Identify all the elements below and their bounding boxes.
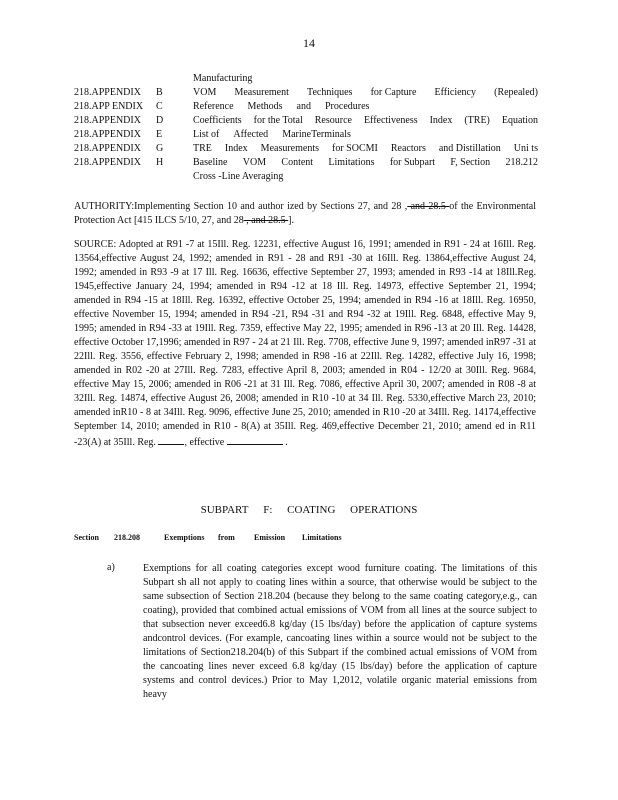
appendix-title-word: for SOCMI xyxy=(332,143,378,154)
appendix-title-word: Equation xyxy=(501,115,538,126)
appendix-title-word: and Distillation xyxy=(438,143,501,154)
appendix-title-word: F, Section xyxy=(450,157,491,168)
appendix-title-word: VOM xyxy=(193,87,217,98)
appendix-last-continuation-text: Cross -Line Averaging xyxy=(193,171,284,182)
appendix-list xyxy=(74,72,538,184)
appendix-title-word: Limitations xyxy=(328,157,375,168)
subpart-word: COATING xyxy=(287,504,336,516)
source-tail-effective: , effective xyxy=(184,437,225,448)
item-a-label: a) xyxy=(107,562,115,573)
section-label: Section xyxy=(74,533,99,542)
appendix-title-word: Index xyxy=(224,143,248,154)
appendix-title-word: List of xyxy=(193,129,220,140)
appendix-row xyxy=(74,142,538,156)
source-blank-date xyxy=(227,434,283,445)
appendix-title-word: MarineTerminals xyxy=(282,129,351,140)
appendix-title-word: Methods xyxy=(247,101,283,112)
appendix-title xyxy=(193,114,538,128)
appendix-title-word: 218.212 xyxy=(505,157,538,168)
appendix-title xyxy=(193,86,538,100)
appendix-title-word: Efficiency xyxy=(434,87,476,98)
subpart-word: F: xyxy=(263,504,273,516)
appendix-row xyxy=(74,156,538,170)
appendix-title-word: Effectiveness xyxy=(363,115,418,126)
appendix-title-word: Resource xyxy=(314,115,352,126)
appendix-title-word: Measurement xyxy=(234,87,289,98)
appendix-title-word: Uni ts xyxy=(513,143,538,154)
authority-strikethrough-1: and 28.5 xyxy=(407,201,450,212)
subpart-word: SUBPART xyxy=(200,504,249,516)
appendix-id: 218.APPENDIX xyxy=(74,157,141,168)
appendix-letter: G xyxy=(156,143,164,154)
authority-text-1: AUTHORITY:Implementing Section 10 and author ized by Sections 27, and 28 , xyxy=(74,201,408,212)
appendix-continuation-text: Manufacturing xyxy=(193,73,253,84)
source-blank-reg xyxy=(158,434,184,445)
section-number: 218.208 xyxy=(114,533,140,542)
appendix-title-word: Affected xyxy=(233,129,269,140)
authority-paragraph xyxy=(74,200,536,228)
appendix-id: 218.APP ENDIX xyxy=(74,101,144,112)
subpart-heading xyxy=(0,504,618,516)
appendix-title-word: Content xyxy=(281,157,314,168)
appendix-title-word: for the Total xyxy=(253,115,303,126)
authority-text-3: ]. xyxy=(288,215,295,226)
appendix-title xyxy=(193,100,538,114)
appendix-title xyxy=(193,142,538,156)
appendix-letter: H xyxy=(156,157,164,168)
source-text: SOURCE: Adopted at R91 -7 at 15Ill. Reg. 12231, effective August 16, 1991; amended in R91 - 24 at 16Ill. Reg. 13564,effective August 24, 1992; amended in R91 - 28 and R91 -30 at 16Ill. Reg. 13864,effective August 24, 1992; amended in R93 -9 at 17 Ill. Reg. 16636, effective September 27, 1993; amended in R93 -14 at 18Ill.Reg. 1945,effective January 24, 1994; amended in R94 -12 at 18 Ill. Reg. 14973, effective September 21, 1994; amended in R94 -15 at 18Ill. Reg. 16392, effective October 25, 1994; amended in R94 -16 at 18Ill. Reg. 16950, effective November 15, 1994; amended in R94 -21, R94 -31 and R94 -32 at 19Ill. Reg. 6848, effective May 9, 1995; amended in R94 -33 at 19Ill. Reg. 7359, effective May 22, 1995; amended in R96 -13 at 20 Ill. Reg. 14428, effective October 17,1996; amended in R97 - 24 at 21 Ill. Reg. 7708, effective June 9, 1997; amended inR97 -31 at 22Ill. Reg. 3556, effective February 2, 1998; amended in R98 -16 at 22Ill. Reg. 14282, effective July 16, 1998; amended in R02 -20 at 27Ill. Reg. 7283, effective April 8, 2003; amended in R04 - 12/20 at 30Ill. Reg. 9684, effective May 15, 2006; amended in R06 -21 at 31 Ill. Reg. 7086, effective April 30, 2007; amended in R08 -8 at 32Ill. Reg. 14874, effective August 26, 2008; amended in R10 -10 at 34 Ill. Reg. 5330,effective March 23, 2010; amended inR10 - 8 at 34Ill. Reg. 9096, effective June 25, 2010; amended in R10 -20 at 34Ill. Reg. 14174,effective September 14, 2010; amended in R10 - 8(A) at 35Ill. Reg. 469,effective December 21, 2010; amend ed in R11 -23(A) at 35Ill. Reg. xyxy=(74,239,536,448)
appendix-title-word: (Repealed) xyxy=(494,87,538,98)
appendix-letter: E xyxy=(156,129,163,140)
appendix-id: 218.APPENDIX xyxy=(74,87,141,98)
subpart-word: OPERATIONS xyxy=(350,504,418,516)
appendix-last-continuation xyxy=(74,170,538,184)
appendix-id: 218.APPENDIX xyxy=(74,115,141,126)
appendix-title-word: Coefficients xyxy=(193,115,242,126)
appendix-title-word: (TRE) xyxy=(464,115,490,126)
appendix-title-word: Baseline xyxy=(193,157,228,168)
section-heading xyxy=(74,533,342,542)
appendix-title-word: Reactors xyxy=(390,143,426,154)
appendix-row xyxy=(74,86,538,100)
appendix-row xyxy=(74,114,538,128)
authority-text-2: of the Environmental Protection Act [415 ILCS 5/10, 27, and 28 xyxy=(74,201,536,226)
appendix-letter: D xyxy=(156,115,164,126)
appendix-title-word: for Capture xyxy=(370,87,417,98)
appendix-title-word: Index xyxy=(429,115,453,126)
item-a-body: Exemptions for all coating categories except wood furniture coating. The limitations of this Subpart sh all not apply to coating lines within a source, that otherwise would be subject to the same subsection of Section 218.204 (because they belong to the same coating category,e.g., can coating), provided that combined actual emissions of VOM from all lines at the source subject to that subsection never exceed6.8 kg/day (15 lbs/day) before the application of capture systems andcontrol devices. (For example, cancoating lines within a source would not be subject to the limitations of Section218.204(b) of this Subpart if the combined actual emissions of VOM from the cancoating lines never exceed 6.8 kg/day (15 lbs/day) before the application of capture systems and control devices.) Prior to May 1,2012, volatile organic material emissions from heavy xyxy=(143,563,537,700)
appendix-title-word: Procedures xyxy=(324,101,370,112)
appendix-continuation xyxy=(74,72,538,86)
section-title-word: from xyxy=(218,533,235,542)
authority-strikethrough-2: , and 28.5 xyxy=(243,215,289,226)
appendix-row xyxy=(74,100,538,114)
appendix-title-word: and xyxy=(296,101,311,112)
appendix-id: 218.APPENDIX xyxy=(74,129,141,140)
appendix-title-word: for Subpart xyxy=(389,157,436,168)
appendix-title-word: Measurements xyxy=(260,143,319,154)
appendix-title xyxy=(193,156,538,170)
appendix-title xyxy=(193,128,538,142)
appendix-letter: B xyxy=(156,87,163,98)
section-title-word: Emission xyxy=(254,533,286,542)
appendix-title-word: Techniques xyxy=(307,87,353,98)
appendix-id: 218.APPENDIX xyxy=(74,143,141,154)
source-paragraph xyxy=(74,238,536,450)
page-number: 14 xyxy=(303,36,315,50)
appendix-letter: C xyxy=(156,101,163,112)
section-title-word: Exemptions xyxy=(164,533,205,542)
section-title-word: Limitations xyxy=(302,533,342,542)
appendix-title-word: TRE xyxy=(193,143,212,154)
appendix-title-word: VOM xyxy=(242,157,267,168)
source-tail-end: . xyxy=(285,437,288,448)
appendix-title-word: Reference xyxy=(193,101,234,112)
appendix-row xyxy=(74,128,538,142)
